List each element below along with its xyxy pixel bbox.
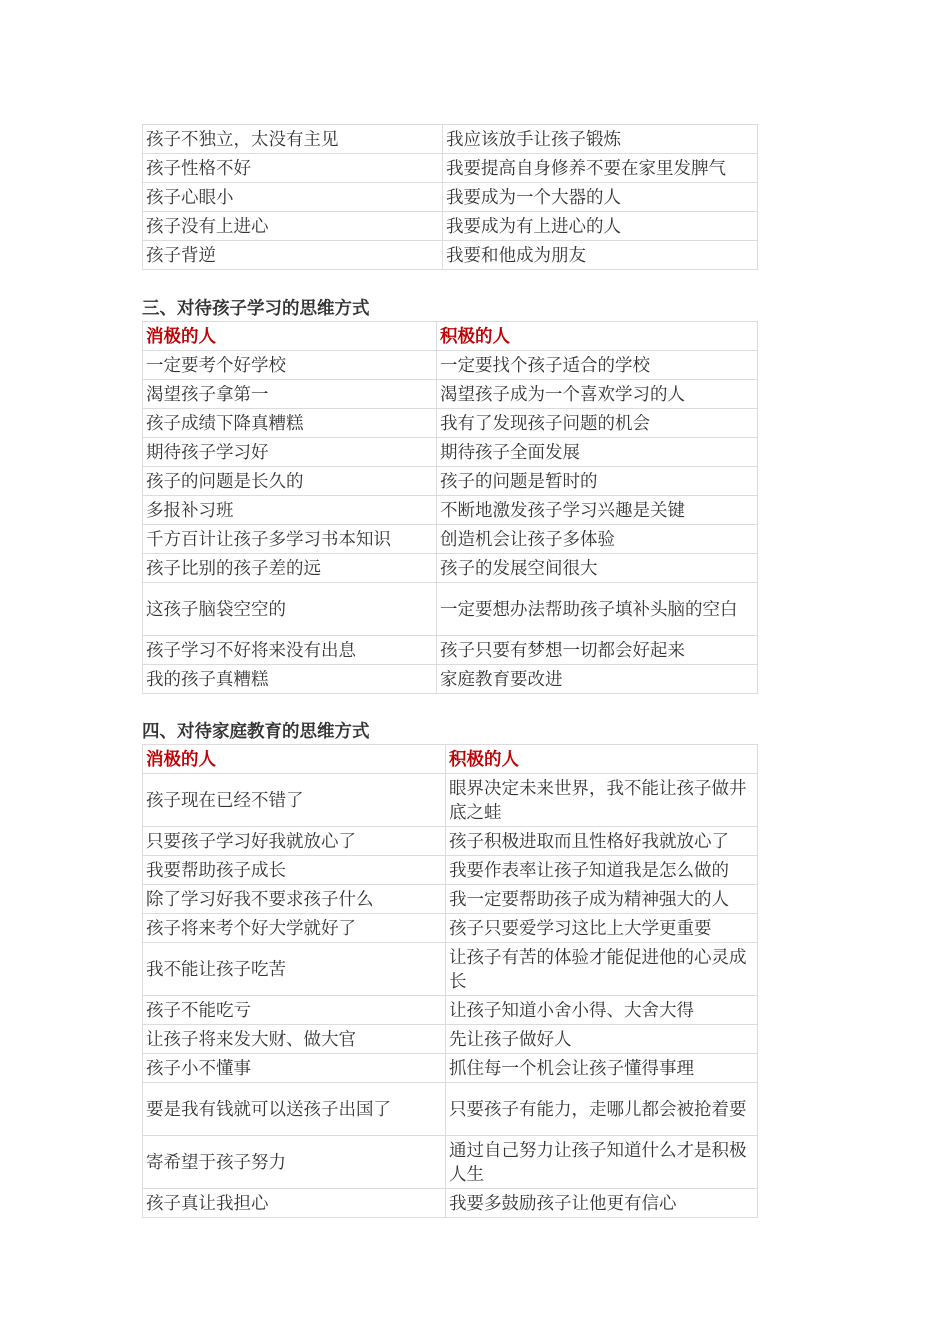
table-row xyxy=(143,496,758,525)
positive-header: 积极的人 xyxy=(446,745,758,774)
table-row xyxy=(143,1189,758,1218)
positive-cell: 只要孩子有能力，走哪儿都会被抢着要 xyxy=(446,1083,758,1136)
child-learning-table xyxy=(142,321,758,694)
table-row xyxy=(143,665,758,694)
positive-cell: 我要提高自身修养不要在家里发脾气 xyxy=(443,154,758,183)
child-character-table xyxy=(142,124,758,270)
table-row xyxy=(143,212,758,241)
table-row xyxy=(143,856,758,885)
table-header-row xyxy=(143,322,758,351)
negative-cell: 孩子真让我担心 xyxy=(143,1189,446,1218)
negative-cell: 孩子学习不好将来没有出息 xyxy=(143,636,437,665)
positive-cell: 孩子只要有梦想一切都会好起来 xyxy=(437,636,758,665)
positive-cell: 先让孩子做好人 xyxy=(446,1025,758,1054)
negative-cell: 孩子性格不好 xyxy=(143,154,443,183)
negative-cell: 孩子心眼小 xyxy=(143,183,443,212)
negative-cell: 千方百计让孩子多学习书本知识 xyxy=(143,525,437,554)
section-title-learning: 三、对待孩子学习的思维方式 xyxy=(142,299,370,319)
positive-cell: 让孩子知道小舍小得、大舍大得 xyxy=(446,996,758,1025)
table-row xyxy=(143,438,758,467)
document-page xyxy=(142,124,758,1218)
positive-cell: 我要成为有上进心的人 xyxy=(443,212,758,241)
table-row xyxy=(143,943,758,996)
positive-cell: 期待孩子全面发展 xyxy=(437,438,758,467)
negative-cell: 孩子背逆 xyxy=(143,241,443,270)
negative-cell: 我的孩子真糟糕 xyxy=(143,665,437,694)
positive-cell: 我要成为一个大器的人 xyxy=(443,183,758,212)
table-row xyxy=(143,241,758,270)
table-row xyxy=(143,827,758,856)
table-row xyxy=(143,583,758,636)
negative-cell: 我要帮助孩子成长 xyxy=(143,856,446,885)
positive-cell: 抓住每一个机会让孩子懂得事理 xyxy=(446,1054,758,1083)
negative-cell: 除了学习好我不要求孩子什么 xyxy=(143,885,446,914)
positive-cell: 孩子积极进取而且性格好我就放心了 xyxy=(446,827,758,856)
positive-cell: 我要作表率让孩子知道我是怎么做的 xyxy=(446,856,758,885)
negative-cell: 孩子没有上进心 xyxy=(143,212,443,241)
table-row xyxy=(143,885,758,914)
positive-cell: 一定要找个孩子适合的学校 xyxy=(437,351,758,380)
table-row xyxy=(143,996,758,1025)
table-row xyxy=(143,774,758,827)
negative-cell: 让孩子将来发大财、做大官 xyxy=(143,1025,446,1054)
table-row xyxy=(143,636,758,665)
table-row xyxy=(143,1054,758,1083)
table-row xyxy=(143,409,758,438)
negative-cell: 孩子将来考个好大学就好了 xyxy=(143,914,446,943)
positive-cell: 一定要想办法帮助孩子填补头脑的空白 xyxy=(437,583,758,636)
negative-cell: 孩子不独立，太没有主见 xyxy=(143,125,443,154)
family-education-table xyxy=(142,744,758,1218)
positive-cell: 让孩子有苦的体验才能促进他的心灵成长 xyxy=(446,943,758,996)
positive-cell: 通过自己努力让孩子知道什么才是积极人生 xyxy=(446,1136,758,1189)
table-row xyxy=(143,1136,758,1189)
positive-cell: 我要多鼓励孩子让他更有信心 xyxy=(446,1189,758,1218)
positive-cell: 不断地激发孩子学习兴趣是关键 xyxy=(437,496,758,525)
negative-cell: 孩子成绩下降真糟糕 xyxy=(143,409,437,438)
negative-cell: 这孩子脑袋空空的 xyxy=(143,583,437,636)
negative-header: 消极的人 xyxy=(143,745,446,774)
negative-cell: 多报补习班 xyxy=(143,496,437,525)
negative-cell: 孩子的问题是长久的 xyxy=(143,467,437,496)
negative-cell: 孩子小不懂事 xyxy=(143,1054,446,1083)
negative-cell: 寄希望于孩子努力 xyxy=(143,1136,446,1189)
section-title-family-education: 四、对待家庭教育的思维方式 xyxy=(142,722,370,742)
negative-cell: 孩子比别的孩子差的远 xyxy=(143,554,437,583)
negative-cell: 一定要考个好学校 xyxy=(143,351,437,380)
positive-cell: 创造机会让孩子多体验 xyxy=(437,525,758,554)
positive-cell: 渴望孩子成为一个喜欢学习的人 xyxy=(437,380,758,409)
table-row xyxy=(143,351,758,380)
positive-cell: 我要和他成为朋友 xyxy=(443,241,758,270)
negative-cell: 期待孩子学习好 xyxy=(143,438,437,467)
negative-cell: 孩子现在已经不错了 xyxy=(143,774,446,827)
table-row xyxy=(143,125,758,154)
positive-cell: 我一定要帮助孩子成为精神强大的人 xyxy=(446,885,758,914)
table-row xyxy=(143,154,758,183)
positive-cell: 我有了发现孩子问题的机会 xyxy=(437,409,758,438)
table-header-row xyxy=(143,745,758,774)
positive-cell: 孩子只要爱学习这比上大学更重要 xyxy=(446,914,758,943)
negative-header: 消极的人 xyxy=(143,322,437,351)
negative-cell: 只要孩子学习好我就放心了 xyxy=(143,827,446,856)
negative-cell: 渴望孩子拿第一 xyxy=(143,380,437,409)
table-row xyxy=(143,525,758,554)
positive-cell: 眼界决定未来世界，我不能让孩子做井底之蛙 xyxy=(446,774,758,827)
table-row xyxy=(143,1083,758,1136)
negative-cell: 孩子不能吃亏 xyxy=(143,996,446,1025)
negative-cell: 要是我有钱就可以送孩子出国了 xyxy=(143,1083,446,1136)
negative-cell: 我不能让孩子吃苦 xyxy=(143,943,446,996)
positive-cell: 孩子的问题是暂时的 xyxy=(437,467,758,496)
table-row xyxy=(143,554,758,583)
positive-cell: 我应该放手让孩子锻炼 xyxy=(443,125,758,154)
positive-cell: 家庭教育要改进 xyxy=(437,665,758,694)
table-row xyxy=(143,467,758,496)
table-row xyxy=(143,1025,758,1054)
positive-header: 积极的人 xyxy=(437,322,758,351)
positive-cell: 孩子的发展空间很大 xyxy=(437,554,758,583)
table-row xyxy=(143,380,758,409)
table-row xyxy=(143,183,758,212)
table-row xyxy=(143,914,758,943)
